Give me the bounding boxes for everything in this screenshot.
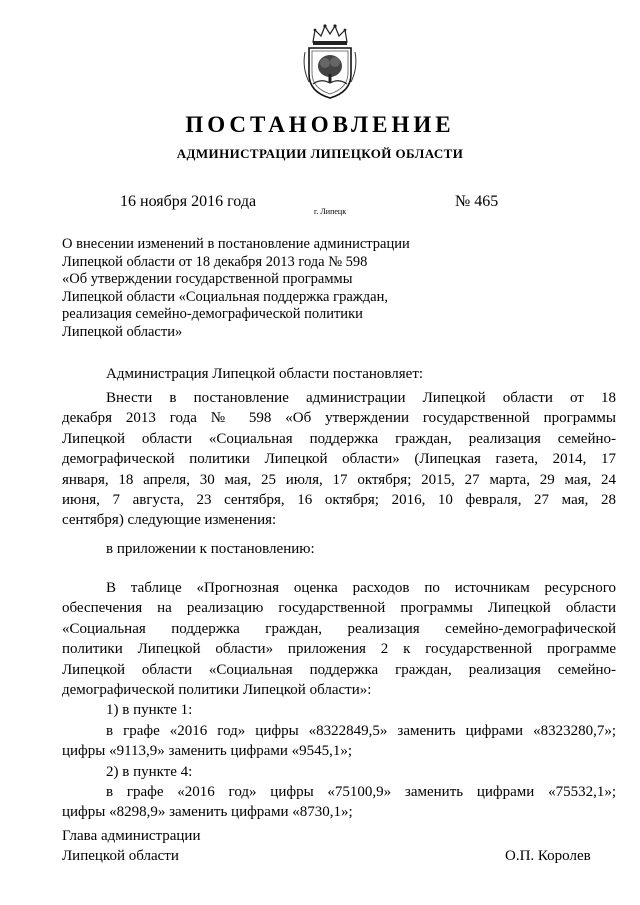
decree-intro: [62, 364, 616, 384]
document-subtitle: АДМИНИСТРАЦИИ ЛИПЕЦКОЙ ОБЛАСТИ: [176, 146, 464, 161]
paragraph-line: цифры «9113,9» заменить цифрами «9545,1»;: [62, 743, 353, 760]
decree-date: 16 ноября 2016 года: [120, 193, 257, 210]
decree-city: г. Липецк: [314, 207, 347, 216]
paragraph-line: политики Липецкой области» приложения 2 к государственной программе: [62, 641, 616, 658]
paragraph-line: цифры «8298,9» заменить цифрами «8730,1»;: [62, 804, 353, 821]
coat-of-arms-icon: [301, 22, 359, 100]
paragraph-line: демографической политики Липецкой области» (Липецкая газета, 2014, 17: [62, 451, 616, 468]
list-item: 2) в пункте 4:: [106, 763, 193, 780]
intro-text: Администрация Липецкой области постановляет:: [106, 366, 424, 382]
paragraph-line: обеспечения на реализацию государственной программы Липецкой области: [62, 600, 616, 617]
heading-line: реализация семейно-демографической политики: [62, 306, 363, 322]
paragraph-2: [62, 539, 616, 559]
paragraph-line: сентября) следующие изменения:: [62, 512, 277, 529]
paragraph-line: демографической политики Липецкой области»:: [62, 682, 372, 699]
decree-number: № 465: [455, 193, 499, 210]
paragraph-line: В таблице «Прогнозная оценка расходов по источникам ресурсного: [106, 580, 616, 596]
heading-line: «Об утверждении государственной программы: [62, 271, 353, 287]
decree-heading: [62, 236, 442, 341]
signatory-position: [62, 826, 200, 866]
paragraph-line: Внести в постановление администрации Липецкой области от 18: [106, 390, 616, 406]
paragraph-line: декабря 2013 года № 598 «Об утверждении государственной программы: [62, 410, 616, 427]
paragraph-line: Липецкой области «Социальная поддержка граждан, реализация семейно-: [62, 661, 616, 678]
signatory-name: О.П. Королев: [505, 848, 591, 864]
heading-line: Липецкой области от 18 декабря 2013 года № 598: [62, 253, 368, 270]
list-item: 1) в пункте 1:: [106, 702, 193, 719]
heading-line: Липецкой области»: [62, 323, 183, 340]
paragraph-line: января, 18 апреля, 30 мая, 25 июля, 17 октября; 2015, 27 марта, 29 мая, 24: [62, 471, 616, 488]
paragraph-line: «Социальная поддержка граждан, реализация семейно-демографической: [62, 620, 616, 637]
paragraph-3: [62, 578, 616, 823]
paragraph-line: в графе «2016 год» цифры «8322849,5» заменить цифрами «8323280,7»;: [106, 722, 616, 739]
paragraph-1: [62, 388, 616, 531]
paragraph-line: июня, 7 августа, 23 сентября, 16 октября; 2016, 10 февраля, 27 мая, 28: [62, 492, 616, 509]
heading-line: О внесении изменений в постановление администрации: [62, 236, 410, 252]
heading-line: Липецкой области «Социальная поддержка граждан,: [62, 288, 388, 305]
signatory-position-line: Глава администрации: [62, 828, 201, 844]
document-title: ПОСТАНОВЛЕНИЕ: [185, 112, 455, 137]
paragraph-line: в графе «2016 год» цифры «75100,9» заменить цифрами «75532,1»;: [106, 784, 616, 801]
paragraph-line: Липецкой области «Социальная поддержка граждан, реализация семейно-: [62, 430, 616, 447]
signatory-position-line: Липецкой области: [62, 848, 179, 864]
paragraph-line: в приложении к постановлению:: [106, 541, 315, 557]
